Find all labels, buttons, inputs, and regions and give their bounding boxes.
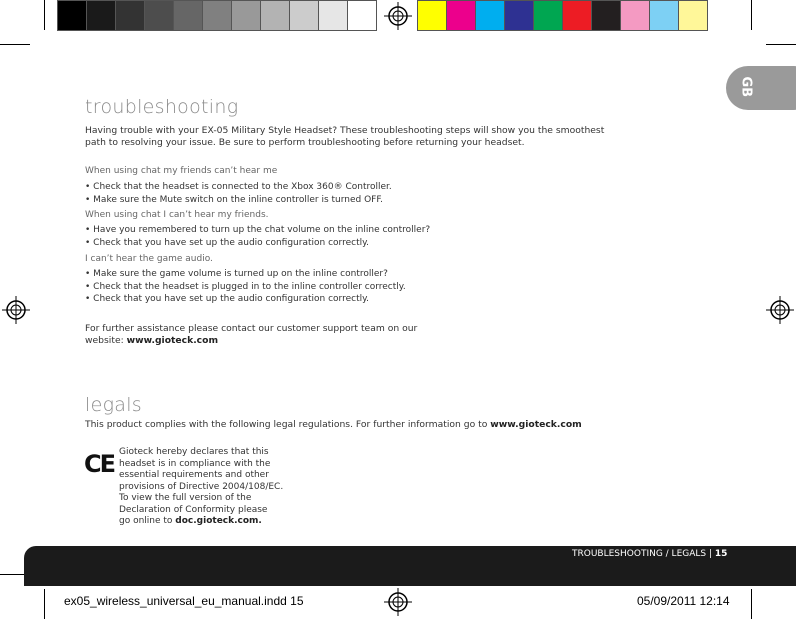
registration-mark-icon xyxy=(2,296,30,324)
declaration-link[interactable]: doc.gioteck.com. xyxy=(175,516,262,526)
declaration-line: Gioteck hereby declares that this xyxy=(119,447,269,457)
calibration-swatch xyxy=(417,0,447,31)
crop-mark xyxy=(766,44,796,45)
troubleshooting-heading: troubleshooting xyxy=(85,96,239,118)
footer-section-label: TROUBLESHOOTING / LEGALS | xyxy=(572,549,715,559)
bullet-item: • Make sure the Mute switch on the inline controller is turned OFF. xyxy=(85,194,383,205)
registration-mark-icon xyxy=(384,2,412,30)
intro-line: path to resolving your issue. Be sure to perform troubleshooting before returning your headset. xyxy=(85,137,525,148)
section-heading: When using chat my friends can’t hear me xyxy=(85,166,278,176)
legals-heading: legals xyxy=(85,394,142,416)
assistance-text xyxy=(85,323,417,347)
bullet-item: • Check that you have set up the audio configuration correctly. xyxy=(85,294,369,304)
assistance-line: For further assistance please contact our customer support team on our xyxy=(85,323,418,334)
calibration-swatch xyxy=(347,0,377,31)
crop-mark xyxy=(0,44,30,45)
calibration-swatch xyxy=(115,0,145,31)
section-heading: When using chat I can’t hear my friends. xyxy=(85,210,269,220)
legals-intro-text: This product complies with the following legal regulations. For further information go to xyxy=(85,419,491,430)
declaration-line: provisions of Directive 2004/108/EC. xyxy=(119,481,284,492)
language-tab xyxy=(726,66,796,110)
support-website-link[interactable]: www.gioteck.com xyxy=(126,335,219,346)
declaration-line: go online to xyxy=(119,516,176,526)
intro-line: Having trouble with your EX-05 Military Style Headset? These troubleshooting steps will show you the smoothest xyxy=(85,125,605,136)
calibration-swatch xyxy=(649,0,679,31)
registration-mark-icon xyxy=(384,588,412,616)
calibration-swatch xyxy=(57,0,87,31)
legals-website-link[interactable]: www.gioteck.com xyxy=(490,419,582,430)
calibration-swatch xyxy=(86,0,116,31)
crop-mark xyxy=(751,589,752,619)
declaration-line: To view the full version of the xyxy=(119,493,252,503)
ce-mark-icon: CE xyxy=(84,450,115,478)
declaration-text xyxy=(119,447,309,528)
declaration-line: headset is in compliance with the xyxy=(119,458,271,469)
calibration-swatch xyxy=(231,0,261,31)
calibration-swatch xyxy=(678,0,708,31)
crop-mark xyxy=(751,0,752,30)
declaration-line: essential requirements and other xyxy=(119,470,269,480)
page-number: 15 xyxy=(714,549,728,559)
bullet-item: • Check that the headset is connected to the Xbox 360® Controller. xyxy=(85,182,392,192)
section-heading: I can’t hear the game audio. xyxy=(85,254,213,264)
troubleshooting-section xyxy=(85,166,392,206)
calibration-swatch xyxy=(260,0,290,31)
footer-page-label xyxy=(572,549,727,559)
language-tab-label: GB xyxy=(738,76,754,98)
calibration-swatch xyxy=(144,0,174,31)
slug-datetime: 05/09/2011 12:14 xyxy=(637,594,730,608)
crop-mark xyxy=(44,589,45,619)
slug-filename: ex05_wireless_universal_eu_manual.indd 15 xyxy=(64,594,304,608)
troubleshooting-intro xyxy=(85,125,645,149)
troubleshooting-section xyxy=(85,254,406,306)
bullet-item: • Check that the headset is plugged in to the inline controller correctly. xyxy=(85,281,406,292)
calibration-swatch xyxy=(533,0,563,31)
troubleshooting-section xyxy=(85,210,430,249)
calibration-swatch xyxy=(202,0,232,31)
bullet-item: • Check that you have set up the audio configuration correctly. xyxy=(85,237,369,248)
crop-mark xyxy=(44,0,45,30)
registration-mark-icon xyxy=(766,296,794,324)
calibration-swatch xyxy=(591,0,621,31)
bullet-item: • Have you remembered to turn up the chat volume on the inline controller? xyxy=(85,225,431,235)
calibration-swatch xyxy=(504,0,534,31)
legals-intro xyxy=(85,419,582,431)
calibration-swatch xyxy=(318,0,348,31)
declaration-line: Declaration of Conformity please xyxy=(119,504,268,515)
calibration-swatch xyxy=(620,0,650,31)
assistance-prefix: website: xyxy=(85,335,127,346)
calibration-swatch xyxy=(289,0,319,31)
calibration-swatch xyxy=(173,0,203,31)
calibration-swatch xyxy=(475,0,505,31)
bullet-item: • Make sure the game volume is turned up on the inline controller? xyxy=(85,269,388,279)
calibration-swatch xyxy=(562,0,592,31)
calibration-swatch xyxy=(446,0,476,31)
